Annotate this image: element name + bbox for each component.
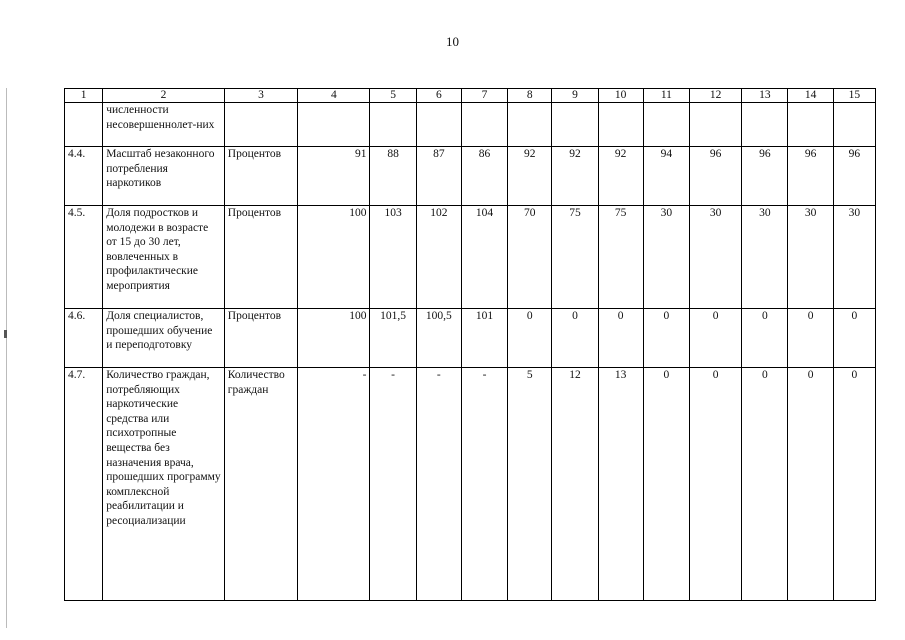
value-cell: 92	[508, 147, 552, 206]
row-number: 4.5.	[65, 206, 103, 309]
value-cell: 30	[742, 206, 788, 309]
value-cell: 13	[598, 368, 643, 601]
unit-cell: Процентов	[224, 206, 297, 309]
indicator-name: Масштаб незаконного потребления наркотиков	[103, 147, 225, 206]
value-cell: 100,5	[416, 309, 461, 368]
header-cell: 6	[416, 89, 461, 103]
header-cell: 12	[690, 89, 742, 103]
unit-cell	[224, 103, 297, 147]
header-cell: 2	[103, 89, 225, 103]
value-cell: 0	[742, 368, 788, 601]
value-cell: 30	[690, 206, 742, 309]
header-cell: 15	[833, 89, 875, 103]
header-cell: 13	[742, 89, 788, 103]
unit-cell: Количество граждан	[224, 368, 297, 601]
value-cell: 30	[643, 206, 689, 309]
value-cell	[508, 103, 552, 147]
row-number: 4.7.	[65, 368, 103, 601]
value-cell: -	[416, 368, 461, 601]
value-cell	[298, 103, 370, 147]
table-row	[65, 147, 876, 206]
scan-edge-mark	[4, 330, 7, 338]
header-cell: 14	[788, 89, 833, 103]
value-cell	[370, 103, 416, 147]
value-cell: 0	[598, 309, 643, 368]
header-cell: 5	[370, 89, 416, 103]
value-cell: 0	[833, 309, 875, 368]
table-row	[65, 206, 876, 309]
value-cell: 102	[416, 206, 461, 309]
value-cell: 92	[552, 147, 598, 206]
row-number: 4.6.	[65, 309, 103, 368]
value-cell: 0	[643, 309, 689, 368]
value-cell: 91	[298, 147, 370, 206]
header-cell: 11	[643, 89, 689, 103]
value-cell	[643, 103, 689, 147]
value-cell: 87	[416, 147, 461, 206]
value-cell: 12	[552, 368, 598, 601]
value-cell: 92	[598, 147, 643, 206]
indicators-table	[64, 88, 876, 601]
indicator-name: Доля специалистов, прошедших обучение и переподготовку	[103, 309, 225, 368]
value-cell: 30	[833, 206, 875, 309]
page-number: 10	[446, 34, 459, 49]
header-cell: 1	[65, 89, 103, 103]
value-cell	[598, 103, 643, 147]
value-cell: 0	[788, 368, 833, 601]
value-cell: 0	[690, 309, 742, 368]
value-cell	[552, 103, 598, 147]
value-cell: 86	[461, 147, 507, 206]
header-cell: 7	[461, 89, 507, 103]
value-cell: 96	[788, 147, 833, 206]
value-cell: 75	[552, 206, 598, 309]
value-cell: -	[461, 368, 507, 601]
value-cell	[416, 103, 461, 147]
header-cell: 3	[224, 89, 297, 103]
header-cell: 9	[552, 89, 598, 103]
row-number: 4.4.	[65, 147, 103, 206]
table-row	[65, 103, 876, 147]
value-cell: 94	[643, 147, 689, 206]
value-cell: 5	[508, 368, 552, 601]
header-cell: 10	[598, 89, 643, 103]
row-number	[65, 103, 103, 147]
header-cell: 8	[508, 89, 552, 103]
value-cell	[788, 103, 833, 147]
value-cell	[742, 103, 788, 147]
value-cell: -	[298, 368, 370, 601]
value-cell: 75	[598, 206, 643, 309]
value-cell: 70	[508, 206, 552, 309]
value-cell: 101,5	[370, 309, 416, 368]
value-cell: 0	[552, 309, 598, 368]
value-cell: 96	[833, 147, 875, 206]
value-cell: 101	[461, 309, 507, 368]
value-cell: 103	[370, 206, 416, 309]
value-cell: 0	[508, 309, 552, 368]
header-cell: 4	[298, 89, 370, 103]
value-cell: 100	[298, 206, 370, 309]
value-cell: 0	[833, 368, 875, 601]
value-cell: 96	[690, 147, 742, 206]
indicator-name: Количество граждан, потребляющих наркотические средства или психотропные вещества без назначения врача, прошедших программу комплексной реабилитации и ресоциализации	[103, 368, 225, 601]
value-cell: 0	[643, 368, 689, 601]
value-cell: 0	[788, 309, 833, 368]
indicator-name: численности несовершеннолет-них	[103, 103, 225, 147]
value-cell: 0	[690, 368, 742, 601]
value-cell: 100	[298, 309, 370, 368]
unit-cell: Процентов	[224, 309, 297, 368]
table-row	[65, 309, 876, 368]
value-cell: 104	[461, 206, 507, 309]
value-cell	[461, 103, 507, 147]
table-row	[65, 368, 876, 601]
header-row	[65, 89, 876, 103]
value-cell: -	[370, 368, 416, 601]
indicator-name: Доля подростков и молодежи в возрасте от 15 до 30 лет, вовлеченных в профилактические мероприятия	[103, 206, 225, 309]
value-cell	[690, 103, 742, 147]
scan-edge-line	[6, 88, 7, 628]
value-cell: 0	[742, 309, 788, 368]
value-cell: 96	[742, 147, 788, 206]
value-cell	[833, 103, 875, 147]
value-cell: 30	[788, 206, 833, 309]
value-cell: 88	[370, 147, 416, 206]
unit-cell: Процентов	[224, 147, 297, 206]
